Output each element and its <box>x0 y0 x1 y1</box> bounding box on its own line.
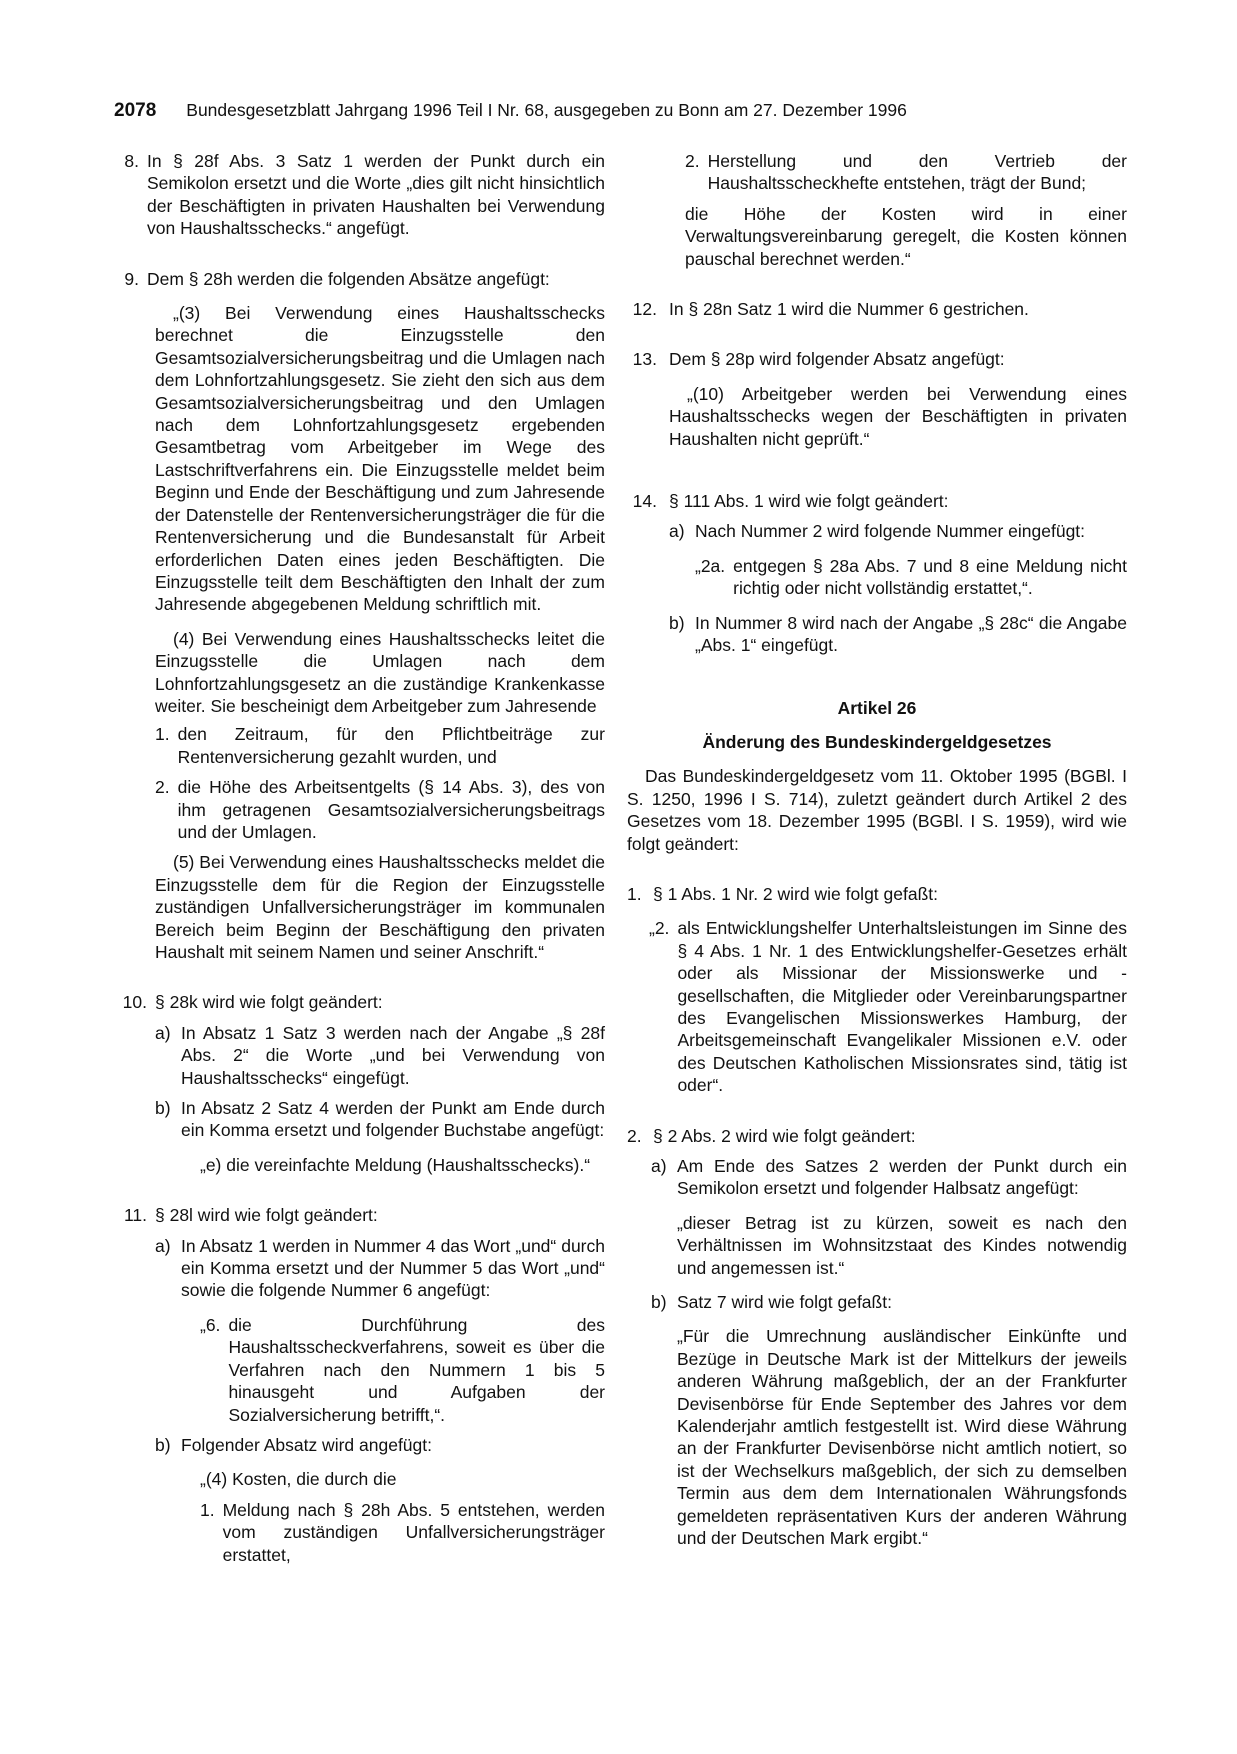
point-number: 1. <box>200 1499 215 1520</box>
sub-item-a <box>651 1155 1127 1200</box>
sub-item-a <box>155 1022 605 1089</box>
point-number: 2. <box>155 777 170 798</box>
article-item-1 <box>627 883 1127 905</box>
point-text: Herstellung und den Vertrieb der Haushaltsscheckhefte entstehen, trägt der Bund; <box>707 151 1127 194</box>
paragraph-4-point-1 <box>155 723 605 768</box>
item-number: 11. <box>123 1205 147 1226</box>
sub-item-b <box>651 1291 1127 1313</box>
sub-item-b-quote: „(4) Kosten, die durch die <box>200 1469 397 1490</box>
article-item-2-body <box>651 1155 1127 1550</box>
sub-text: In Absatz 2 Satz 4 werden der Punkt am Ende durch ein Komma ersetzt und folgender Buchstabe angefügt: <box>181 1098 605 1141</box>
header-text: Bundesgesetzblatt Jahrgang 1996 Teil I Nr. 68, ausgegeben zu Bonn am 27. Dezember 1996 <box>186 100 907 120</box>
quote-text: als Entwicklungshelfer Unterhaltsleistungen im Sinne des § 4 Abs. 1 Nr. 1 des Entwicklungshelfer-Gesetzes erhält oder als Missionar der Missionswerke und -gesellschaften, die Mitglieder oder Vereinbarungspartner des Evangelischen Missionswerkes Hamburg, der Arbeitsgemeinschaft Evangelikaler Missionen e.V. oder des Deutschen Katholischen Missionsrates sind, tätig ist oder“. <box>677 918 1127 1096</box>
article-item-1-quote <box>649 917 1127 1096</box>
right-column <box>627 150 1127 1550</box>
sub-label: b) <box>155 1098 171 1119</box>
article-title: Artikel 26 <box>837 697 917 718</box>
sub-label: a) <box>651 1156 667 1176</box>
item-text: § 111 Abs. 1 wird wie folgt geändert: <box>669 491 949 512</box>
sub-item-a-quote: „dieser Betrag ist zu kürzen, soweit es nach den Verhältnissen im Wohnsitzstaat des Kindes notwendig und angemessen ist.“ <box>677 1212 1127 1278</box>
point-number: 2. <box>685 151 700 171</box>
sub-label: b) <box>651 1292 667 1313</box>
sub-text: Nach Nummer 2 wird folgende Nummer eingefügt: <box>695 521 1086 542</box>
item-number: 14. <box>632 491 657 512</box>
sub-item-b-quote: „Für die Umrechnung ausländischer Einkünfte und Bezüge in Deutsche Mark ist der Mittelkurs der jeweils anderen Währung maßgeblich, der an der Frankfurter Devisenbörse für Ende September des Jahres vor dem Kalenderjahr amtlich festgestellt ist. Wird diese Währung an der Frankfurter Devisenbörse nicht amtlich notiert, so ist der Wechselkurs maßgeblich, der sich zu demselben Termin aus dem dem Internationalen Währungsfonds gemeldeten repräsentativen Kurs der anderen Währung und der Deutschen Mark ergibt.“ <box>677 1326 1127 1549</box>
point-text: Meldung nach § 28h Abs. 5 entstehen, werden vom zuständigen Unfallversicherungsträger erstattet, <box>222 1499 605 1565</box>
item-number: 12. <box>632 299 657 320</box>
sub-item-b <box>669 612 1127 657</box>
page-header <box>114 100 1124 122</box>
list-item-12 <box>627 298 1127 320</box>
item-number: 1. <box>627 883 642 904</box>
quote-number: „2. <box>649 918 670 939</box>
sub-item-a <box>669 520 1127 542</box>
page-number: 2078 <box>114 100 157 121</box>
sub-label: b) <box>155 1434 171 1455</box>
list-item-9 <box>117 268 605 290</box>
item-text: § 28l wird wie folgt geändert: <box>155 1205 378 1226</box>
item-13-quote: „(10) Arbeitgeber werden bei Verwendung eines Haushaltsschecks wegen der Beschäftigten in privaten Haushalten nicht geprüft.“ <box>669 383 1127 449</box>
item-number: 2. <box>627 1125 642 1146</box>
item-number: 9. <box>124 268 139 289</box>
continued-paragraph: die Höhe der Kosten wird in einer Verwaltungsvereinbarung geregelt, die Kosten können pauschal berechnet werden.“ <box>685 203 1127 269</box>
paragraph-4: (4) Bei Verwendung eines Haushaltsschecks leitet die Einzugsstelle die Umlagen nach dem Lohnfortzahlungsgesetz an die zuständige Krankenkasse weiter. Sie bescheinigt dem Arbeitgeber zum Jahresende <box>155 628 605 716</box>
quote-text: entgegen § 28a Abs. 7 und 8 eine Meldung nicht richtig oder nicht vollständig erstattet,“. <box>733 555 1127 599</box>
point-text: die Höhe des Arbeitsentgelts (§ 14 Abs. 3), des von ihm getragenen Gesamtsozialversicherungsbeitrags und der Umlagen. <box>177 777 605 842</box>
sub-item-a-quote <box>695 555 1127 600</box>
sub-label: b) <box>669 612 685 633</box>
sub-text: Am Ende des Satzes 2 werden der Punkt durch ein Semikolon ersetzt und folgender Halbsatz angefügt: <box>677 1156 1127 1199</box>
item-14-body <box>669 520 1127 656</box>
sub-text: In Absatz 1 Satz 3 werden nach der Angabe „§ 28f Abs. 2“ die Worte „und bei Verwendung von Haushaltsschecks“ eingefügt. <box>181 1022 605 1088</box>
sub-item-a-quote <box>200 1314 605 1426</box>
quote-text: die Durchführung des Haushaltsscheckverfahrens, soweit es über die Verfahren nach den Nummern 1 bis 5 hinausgeht und Aufgaben der Sozialversicherung betrifft,“. <box>228 1314 605 1425</box>
sub-text: In Absatz 1 werden in Nummer 4 das Wort „und“ durch ein Komma ersetzt und der Nummer 5 das Wort „und“ sowie die folgende Nummer 6 angefügt: <box>181 1235 605 1301</box>
sub-text: Folgender Absatz wird angefügt: <box>181 1434 432 1455</box>
sub-item-a <box>155 1235 605 1302</box>
list-item-8 <box>117 150 605 240</box>
left-column <box>117 150 605 1566</box>
point-text: den Zeitraum, für den Pflichtbeiträge zur Rentenversicherung gezahlt wurden, und <box>177 724 605 767</box>
paragraph-4-point-2 <box>155 776 605 843</box>
paragraph-3: „(3) Bei Verwendung eines Haushaltsschecks berechnet die Einzugsstelle den Gesamtsozialversicherungsbeitrag und die Umlagen nach dem Lohnfortzahlungsgesetz. Sie zieht den sich aus dem Gesamtsozialversicherungsbeitrag und den Umlagen nach dem Lohnfortzahlungsgesetz ergebenden Gesamtbetrag vom Arbeitgeber im Wege des Lastschriftverfahrens ein. Die Einzugsstelle meldet beim Beginn und Ende der Beschäftigung und zum Jahresende der Datenstelle der Rentenversicherungsträger die für die Rentenversicherung und die Bundesanstalt für Arbeit erforderlichen Daten eines jeden Beschäftigten. Die Einzugsstelle teilt dem Beschäftigten den Inhalt der zum Jahresende abgegebenen Meldung schriftlich mit. <box>155 303 605 615</box>
item-text: In § 28f Abs. 3 Satz 1 werden der Punkt durch ein Semikolon ersetzt und die Worte „dies gilt nicht hinsichtlich der Beschäftigten in privaten Haushalten bei Verwendung von Haushaltsschecks.“ angefügt. <box>147 151 605 239</box>
sub-item-b <box>155 1097 605 1142</box>
item-text: In § 28n Satz 1 wird die Nummer 6 gestrichen. <box>669 299 1029 320</box>
item-number: 10. <box>122 992 147 1013</box>
sub-label: a) <box>155 1022 171 1043</box>
item-9-body <box>155 302 605 963</box>
sub-label: a) <box>669 521 685 542</box>
quote-number: „6. <box>200 1314 221 1335</box>
point-number: 1. <box>155 724 170 745</box>
item-10-body <box>155 1022 605 1176</box>
list-item-11 <box>117 1204 605 1226</box>
sub-item-b <box>155 1434 605 1456</box>
article-subtitle: Änderung des Bundeskindergeldgesetzes <box>702 731 1052 752</box>
article-item-2 <box>627 1125 1127 1147</box>
item-11-body <box>155 1235 605 1566</box>
item-number: 13. <box>632 349 657 370</box>
quote-number: „2a. <box>695 555 726 576</box>
item-text: Dem § 28h werden die folgenden Absätze angefügt: <box>147 268 550 289</box>
continued-point-2 <box>685 150 1127 195</box>
list-item-13 <box>627 348 1127 370</box>
item-text: § 1 Abs. 1 Nr. 2 wird wie folgt gefaßt: <box>653 883 938 904</box>
item-number: 8. <box>124 151 139 171</box>
item-text: Dem § 28p wird folgender Absatz angefügt: <box>669 349 1005 370</box>
sub-item-b-quote: „e) die vereinfachte Meldung (Haushaltsschecks).“ <box>200 1154 591 1175</box>
sub-text: Satz 7 wird wie folgt gefaßt: <box>677 1292 892 1313</box>
item-text: § 28k wird wie folgt geändert: <box>155 992 383 1013</box>
item-text: § 2 Abs. 2 wird wie folgt geändert: <box>653 1125 916 1146</box>
sub-item-b-point-1 <box>200 1499 605 1566</box>
sub-text: In Nummer 8 wird nach der Angabe „§ 28c“ die Angabe „Abs. 1“ eingefügt. <box>695 612 1127 656</box>
list-item-10 <box>117 991 605 1013</box>
list-item-14 <box>627 490 1127 512</box>
article-intro: Das Bundeskindergeldgesetz vom 11. Oktober 1995 (BGBl. I S. 1250, 1996 I S. 714), zuletzt geändert durch Artikel 2 des Gesetzes vom 18. Dezember 1995 (BGBl. I S. 1959), wird wie folgt geändert: <box>627 766 1127 854</box>
paragraph-5: (5) Bei Verwendung eines Haushaltsschecks meldet die Einzugsstelle dem für die Region der Einzugsstelle zuständigen Unfallversicherungsträger im kommunalen Bereich beim Beginn der Beschäftigung den privaten Haushalt mit seinem Namen und seiner Anschrift.“ <box>155 852 605 962</box>
sub-label: a) <box>155 1235 171 1256</box>
